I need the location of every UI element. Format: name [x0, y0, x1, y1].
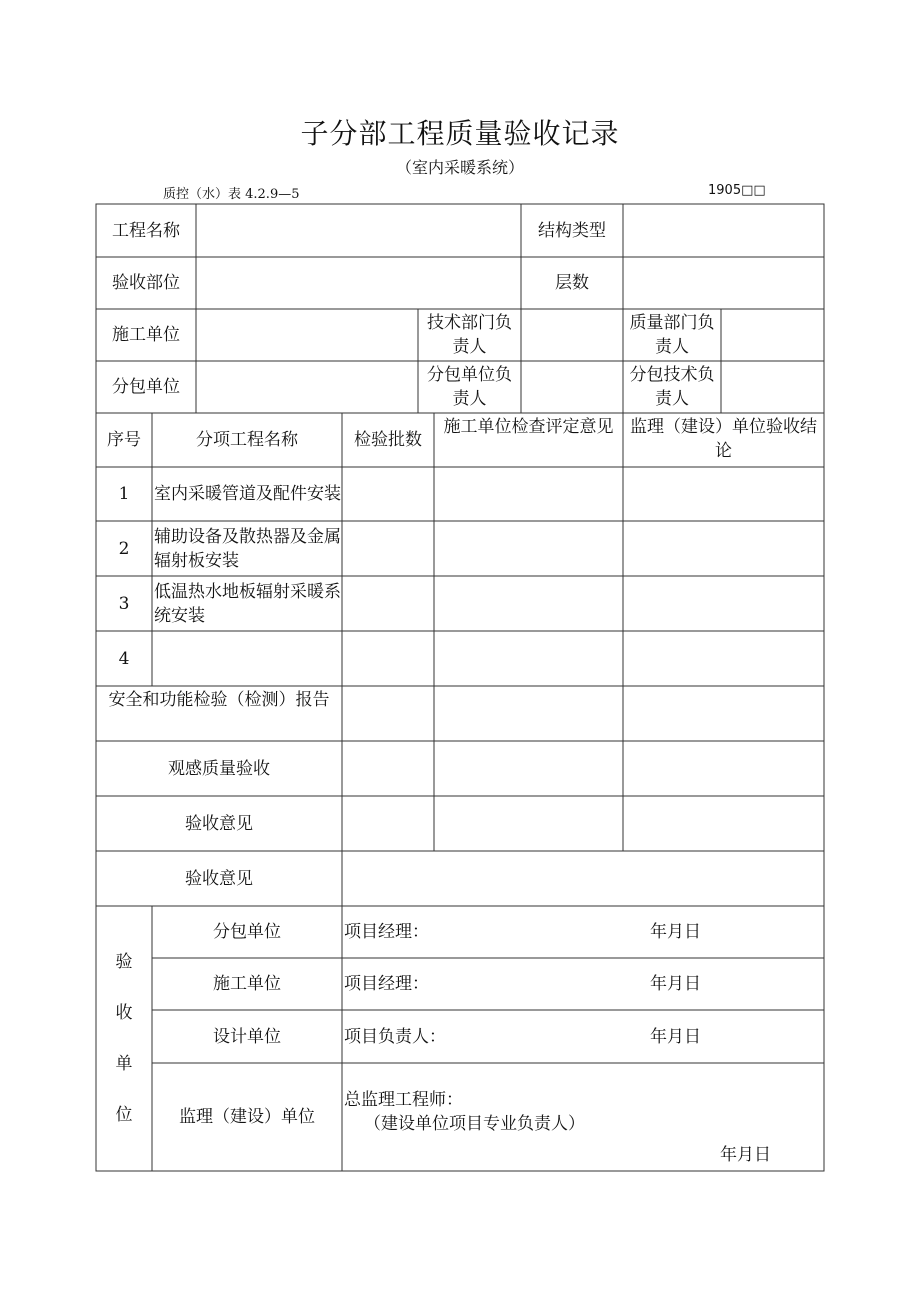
quality-dept-head-label: 质量部门负责人 [629, 313, 715, 357]
opinion-field[interactable] [342, 851, 824, 906]
unit-sub-signer: 项目经理： [344, 922, 429, 942]
sub-tech-head-field[interactable] [721, 361, 824, 413]
unit-supervision-label: 监理（建设）单位 [179, 1107, 315, 1127]
row-1-name: 室内采暖管道及配件安装 [154, 484, 341, 504]
group-char-1: 验 [115, 951, 133, 972]
row-2-no: 2 [118, 538, 130, 559]
row-3-name: 低温热水地板辐射采暖系统安装 [154, 581, 341, 626]
structure-type-label: 结构类型 [538, 220, 606, 241]
structure-type-field[interactable] [623, 204, 824, 257]
col-construction-opinion-header: 施工单位检查评定意见 [443, 417, 614, 437]
acceptance-group-label [96, 906, 152, 1171]
floors-label: 层数 [555, 273, 589, 293]
row-1-no: 1 [118, 484, 130, 504]
sub-unit-head-field[interactable] [521, 361, 623, 413]
col-no-header: 序号 [107, 430, 141, 450]
quality-dept-head-field[interactable] [721, 309, 824, 361]
group-char-3: 单 [115, 1053, 133, 1074]
supervision-signer-note: （建设单位项目专业负责人） [364, 1114, 585, 1134]
acceptance-part-label: 验收部位 [112, 273, 180, 293]
unit-construction-date: 年月日 [650, 974, 701, 994]
construction-unit-field[interactable] [196, 309, 418, 361]
unit-construction-signer: 项目经理： [344, 974, 429, 994]
col-batches-header: 检验批数 [354, 430, 422, 450]
col-supervision-conclusion-header: 监理（建设）单位验收结论 [630, 417, 817, 461]
unit-design-signer: 项目负责人： [344, 1026, 446, 1047]
row-2-name: 辅助设备及散热器及金属辐射板安装 [154, 526, 341, 571]
opinion-label-2: 验收意见 [185, 868, 253, 889]
page-title: 子分部工程质量验收记录 [300, 117, 620, 150]
tech-dept-head-label: 技术部门负责人 [427, 313, 512, 357]
row-4-no: 4 [118, 648, 130, 669]
unit-design-date: 年月日 [650, 1026, 701, 1047]
group-char-2: 收 [115, 1002, 133, 1023]
tech-dept-head-field[interactable] [521, 309, 623, 361]
supervision-date: 年月日 [720, 1145, 771, 1165]
safety-report-label: 安全和功能检验（检测）报告 [108, 690, 330, 710]
supervision-signer: 总监理工程师： [344, 1090, 463, 1110]
row-4-name[interactable] [152, 631, 342, 686]
form-number: 质控（水）表 4.2.9—5 [163, 187, 300, 202]
form-code: 1905□□ [708, 183, 766, 198]
construction-unit-label: 施工单位 [112, 325, 180, 345]
opinion-label-1: 验收意见 [185, 813, 253, 834]
project-name-field[interactable] [196, 204, 521, 257]
unit-construction-label: 施工单位 [213, 974, 281, 994]
subcontractor-field[interactable] [196, 361, 418, 413]
appearance-label: 观感质量验收 [168, 758, 270, 779]
row-3-no: 3 [118, 593, 130, 614]
col-name-header: 分项工程名称 [196, 430, 298, 450]
subcontractor-label: 分包单位 [112, 377, 180, 397]
page-subtitle: （室内采暖系统） [395, 158, 524, 177]
unit-design-label: 设计单位 [213, 1026, 281, 1047]
sub-unit-head-label: 分包单位负责人 [427, 365, 512, 409]
group-char-4: 位 [115, 1104, 133, 1125]
unit-sub-date: 年月日 [650, 922, 701, 942]
project-name-label: 工程名称 [112, 220, 180, 241]
floors-field[interactable] [623, 257, 824, 309]
acceptance-part-field[interactable] [196, 257, 521, 309]
unit-sub-label: 分包单位 [213, 922, 281, 942]
sub-tech-head-label: 分包技术负责人 [629, 365, 715, 409]
